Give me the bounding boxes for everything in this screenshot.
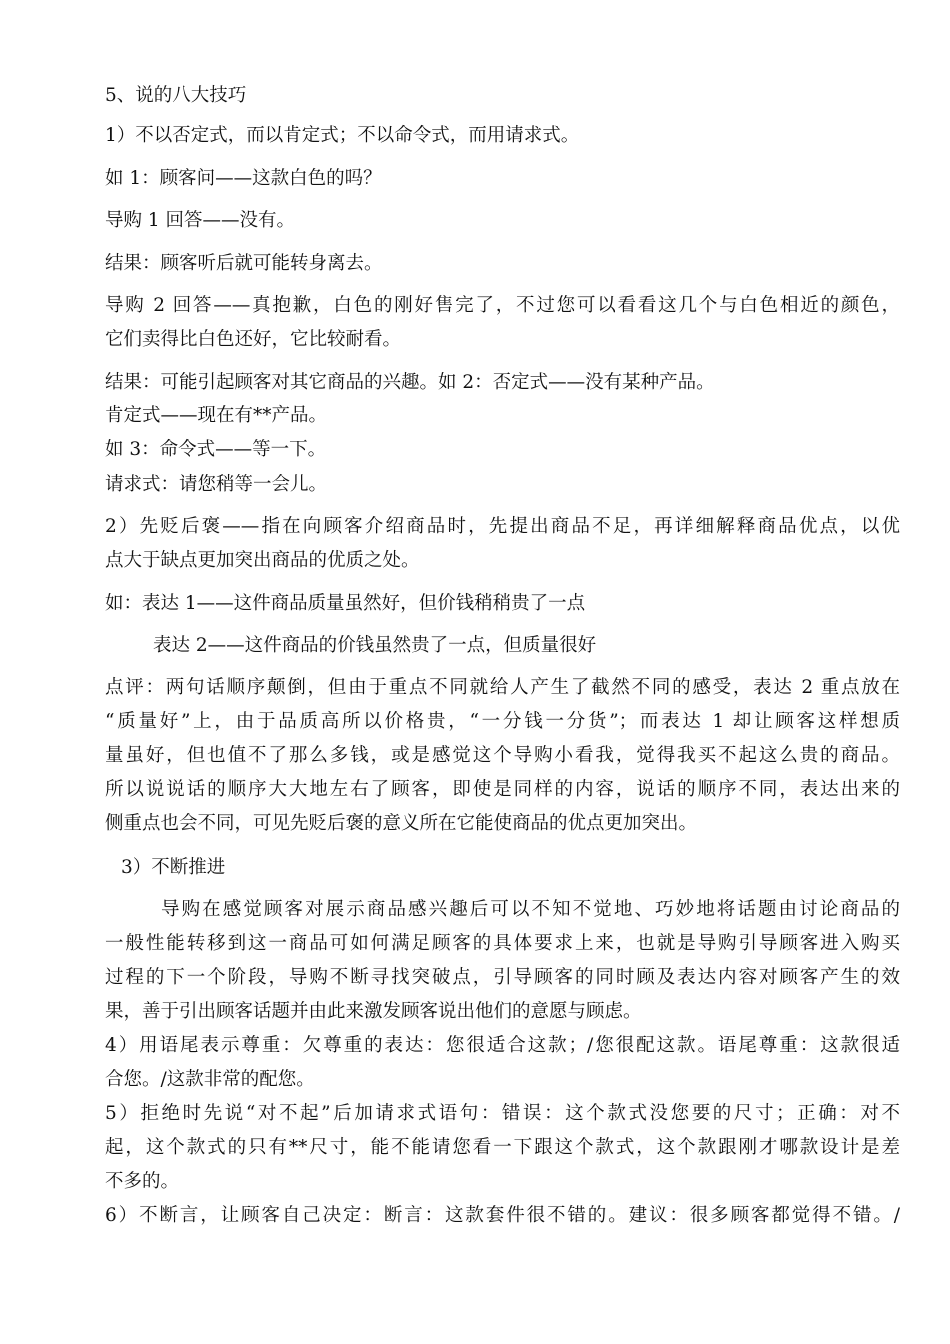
text-line: 量虽好，但也值不了那么多钱，或是感觉这个导购小看我，觉得我买不起这么贵的商品。 [105, 745, 900, 766]
text-line: 如 1：顾客问——这款白色的吗？ [105, 168, 382, 189]
text-line: 请求式：请您稍等一会儿。 [105, 474, 328, 495]
text-line: 结果：顾客听后就可能转身离去。 [105, 253, 383, 274]
text-line: 起，这个款式的只有**尺寸，能不能请您看一下跟这个款式，这个款跟刚才哪款设计是差 [105, 1137, 900, 1158]
text-line: 导购 1 回答——没有。 [105, 210, 296, 231]
text-line: 它们卖得比白色还好，它比较耐看。 [105, 329, 402, 350]
text-line: 合您。/这款非常的配您。 [105, 1069, 315, 1090]
section-heading: 3）不断推进 [121, 857, 226, 878]
text-line: 一般性能转移到这一商品可如何满足顾客的具体要求上来，也就是导购引导顾客进入购买 [105, 933, 900, 954]
text-line: 点大于缺点更加突出商品的优质之处。 [105, 550, 420, 571]
text-line: 果，善于引出顾客话题并由此来激发顾客说出他们的意愿与顾虑。 [105, 1001, 642, 1022]
text-line: 导购在感觉顾客对展示商品感兴趣后可以不知不觉地、巧妙地将话题由讨论商品的 [161, 899, 900, 920]
text-line: 肯定式——现在有**产品。 [105, 405, 328, 426]
text-line: 如 3：命令式——等一下。 [105, 439, 327, 460]
text-line: 结果：可能引起顾客对其它商品的兴趣。如 2：否定式——没有某种产品。 [105, 372, 715, 393]
text-line: 2）先贬后褒——指在向顾客介绍商品时，先提出商品不足，再详细解释商品优点，以优 [105, 516, 900, 537]
section-heading: 5、说的八大技巧 [105, 85, 247, 106]
text-line: 点评：两句话顺序颠倒，但由于重点不同就给人产生了截然不同的感受，表达 2 重点放在 [105, 677, 900, 698]
text-line: 6）不断言，让顾客自己决定：断言：这款套件很不错的。建议：很多顾客都觉得不错。/ [105, 1205, 900, 1226]
text-line: 如：表达 1——这件商品质量虽然好，但价钱稍稍贵了一点 [105, 593, 586, 614]
text-line: “质量好”上，由于品质高所以价格贵，“一分钱一分货”；而表达 1 却让顾客这样想质 [105, 711, 900, 732]
text-line: 表达 2——这件商品的价钱虽然贵了一点，但质量很好 [153, 635, 597, 656]
text-line: 5）拒绝时先说“对不起”后加请求式语句：错误：这个款式没您要的尺寸；正确：对不 [105, 1103, 900, 1124]
text-line: 所以说说话的顺序大大地左右了顾客，即使是同样的内容，说话的顺序不同，表达出来的 [105, 779, 900, 800]
text-line: 过程的下一个阶段，导购不断寻找突破点，引导顾客的同时顾及表达内容对顾客产生的效 [105, 967, 900, 988]
text-line: 侧重点也会不同，可见先贬后褒的意义所在它能使商品的优点更加突出。 [105, 813, 698, 834]
text-line: 不多的。 [105, 1171, 180, 1192]
text-line: 4）用语尾表示尊重：欠尊重的表达：您很适合这款；/您很配这款。语尾尊重：这款很适 [105, 1035, 900, 1056]
text-line: 导购 2 回答——真抱歉，白色的刚好售完了，不过您可以看看这几个与白色相近的颜色， [105, 295, 900, 316]
text-line: 1）不以否定式，而以肯定式；不以命令式，而用请求式。 [105, 125, 580, 146]
